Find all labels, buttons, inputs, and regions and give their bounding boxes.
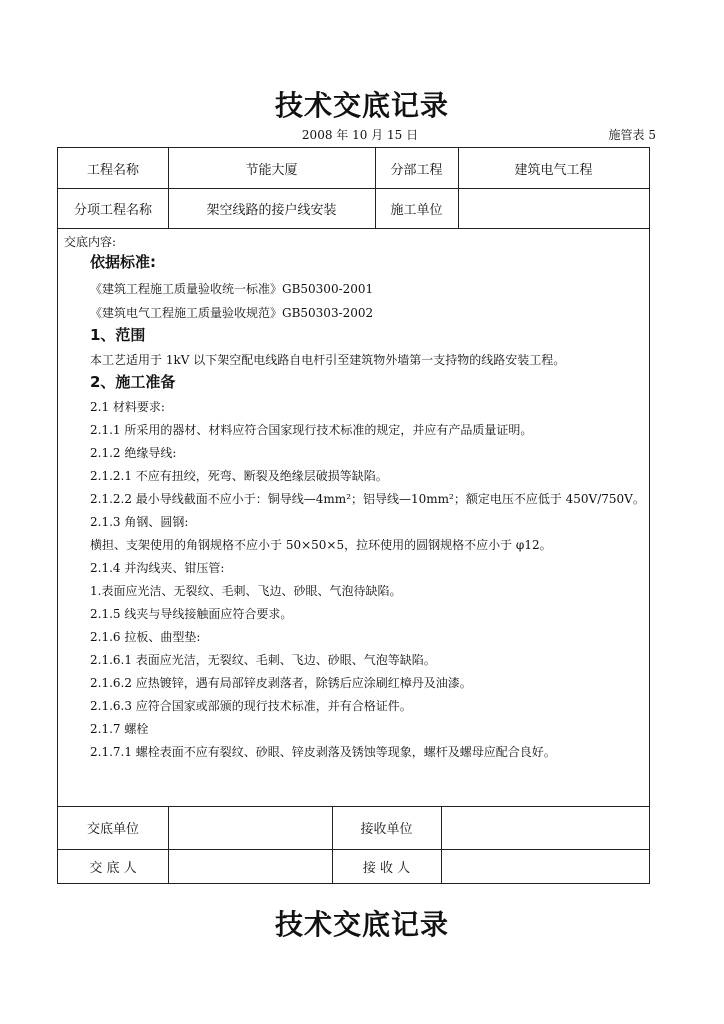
receiver-unit-label: 接收单位 xyxy=(360,822,413,837)
prep-line: 2.1.7.1 螺栓表面不应有裂纹、砂眼、锌皮剥落及锈蚀等现象，螺杆及螺母应配合良好。 xyxy=(90,745,556,759)
prep-line: 2.1.6.2 应热镀锌，遇有局部锌皮剥落者，除锈后应涂刷红樟丹及油漆。 xyxy=(90,676,472,690)
document-title-repeat: 技术交底记录 xyxy=(274,908,449,941)
contractor-label: 施工单位 xyxy=(390,202,443,218)
prep-line: 1.表面应光洁、无裂纹、毛刺、飞边、砂眼、气泡待缺陷。 xyxy=(90,584,402,598)
record-sheet xyxy=(57,147,650,884)
contractor-value xyxy=(458,188,649,228)
basis-standard-2: 《建筑电气工程施工质量验收规范》GB50303-2002 xyxy=(90,306,374,320)
prep-line: 2.1 材料要求: xyxy=(90,400,165,414)
receiver-unit-value xyxy=(441,806,649,849)
subitem-label: 分项工程名称 xyxy=(73,202,152,218)
prep-line: 2.1.4 并沟线夹、钳压管: xyxy=(90,561,225,575)
prep-line: 2.1.7 螺栓 xyxy=(90,722,149,736)
form-number: 施管表 5 xyxy=(608,128,656,142)
prep-line: 2.1.5 线夹与导线接触面应符合要求。 xyxy=(90,607,293,621)
giver-value xyxy=(168,849,332,883)
giver-label: 交 底 人 xyxy=(89,860,137,876)
prep-line: 2.1.2.1 不应有扭绞，死弯、断裂及绝缘层破损等缺陷。 xyxy=(90,469,388,483)
receiver-value xyxy=(441,849,649,883)
prep-line: 2.1.6 拉板、曲型垫: xyxy=(90,630,201,644)
document-title: 技术交底记录 xyxy=(274,89,449,122)
project-name-value: 节能大厦 xyxy=(245,162,298,178)
basis-heading: 依据标准: xyxy=(90,253,156,271)
subitem-value: 架空线路的接户线安装 xyxy=(206,202,337,218)
prep-line: 2.1.2.2 最小导线截面不应小于：铜导线—4mm²；铝导线—10mm²；额定电压不应低于 450V/750V。 xyxy=(90,492,645,506)
prep-line: 横担、支架使用的角钢规格不应小于 50×50×5，拉环使用的圆钢规格不应小于 φ12。 xyxy=(90,538,552,552)
prep-heading: 2、施工准备 xyxy=(90,373,176,391)
prep-line: 2.1.3 角钢、圆钢: xyxy=(90,515,189,529)
project-name-label: 工程名称 xyxy=(86,162,139,178)
document-date: 2008 年 10 月 15 日 xyxy=(301,128,419,142)
receiver-label: 接 收 人 xyxy=(362,860,411,876)
prep-line: 2.1.6.1 表面应光洁，无裂纹、毛刺、飞边、砂眼、气泡等缺陷。 xyxy=(90,653,436,667)
basis-standard-1: 《建筑工程施工质量验收统一标准》GB50300-2001 xyxy=(90,282,374,296)
scope-heading: 1、范围 xyxy=(90,326,146,344)
division-label: 分部工程 xyxy=(390,162,443,178)
giver-unit-label: 交底单位 xyxy=(86,822,139,837)
prep-line: 2.1.6.3 应符合国家或部颁的现行技术标准，并有合格证件。 xyxy=(90,699,412,713)
content-label: 交底内容: xyxy=(64,235,117,249)
division-value: 建筑电气工程 xyxy=(514,162,593,178)
giver-unit-value xyxy=(168,806,332,849)
prep-line: 2.1.2 绝缘导线: xyxy=(90,446,177,460)
prep-line: 2.1.1 所采用的器材、材料应符合国家现行技术标准的规定，并应有产品质量证明。 xyxy=(90,423,533,437)
scope-text: 本工艺适用于 1kV 以下架空配电线路自电杆引至建筑物外墙第一支持物的线路安装工程。 xyxy=(90,353,566,367)
